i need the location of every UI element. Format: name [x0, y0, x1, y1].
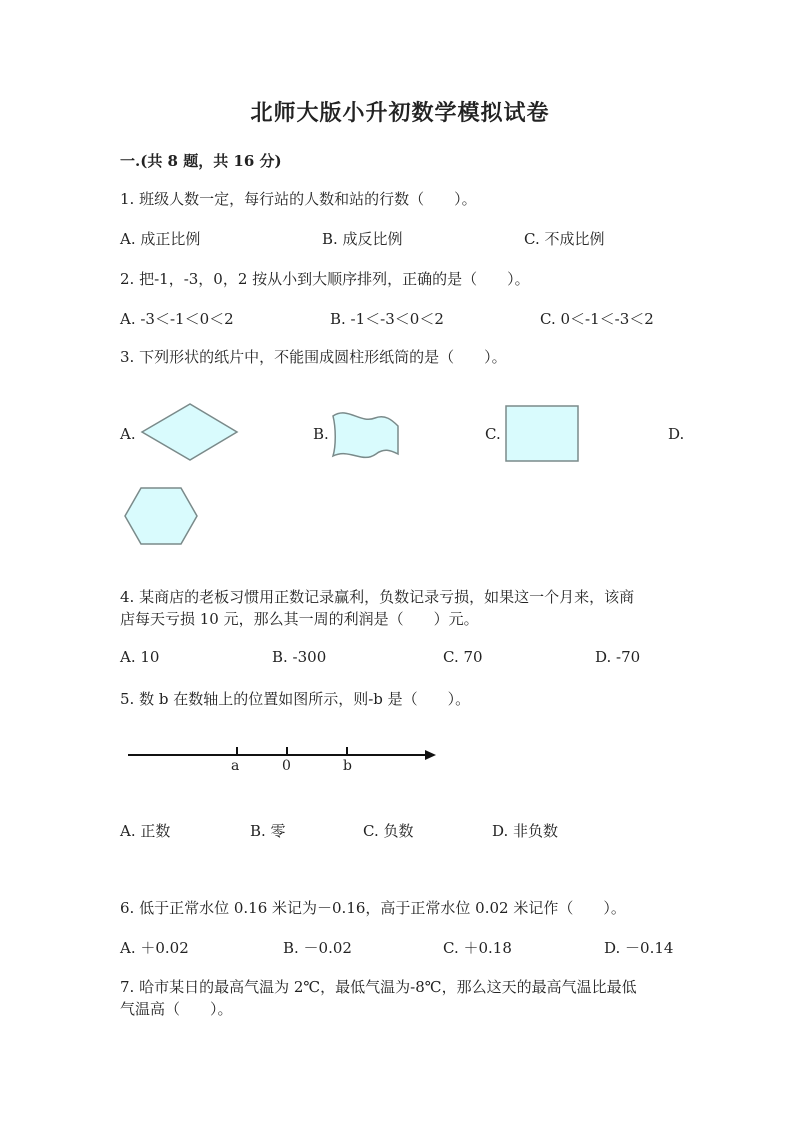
question-4-line-1: 4. 某商店的老板习惯用正数记录赢利，负数记录亏损，如果这一个月来，该商 — [120, 588, 635, 606]
question-3: 3. 下列形状的纸片中，不能围成圆柱形纸筒的是（ ）。 — [120, 348, 507, 366]
q5-option-b: B. 零 — [250, 822, 286, 840]
q2-option-a: A. -3＜-1＜0＜2 — [120, 310, 234, 328]
page-title: 北师大版小升初数学模拟试卷 — [250, 100, 550, 126]
q6-option-b: B. －0.02 — [283, 939, 352, 957]
section-heading: 一.(共 8 题，共 16 分) — [120, 152, 282, 170]
q3-option-a: A. — [120, 425, 136, 443]
q6-option-a: A. ＋0.02 — [120, 939, 189, 957]
axis-label-zero: 0 — [282, 758, 291, 774]
q1-option-c: C. 不成比例 — [524, 230, 605, 248]
question-7-line-1: 7. 哈市某日的最高气温为 2℃，最低气温为-8℃，那么这天的最高气温比最低 — [120, 978, 637, 996]
question-7-line-2: 气温高（ ）。 — [120, 1000, 233, 1018]
q3-option-b: B. — [313, 425, 329, 443]
q5-option-d: D. 非负数 — [492, 822, 559, 840]
axis-label-a: a — [231, 758, 240, 774]
rectangle-shape — [505, 405, 580, 463]
wavy-rectangle-shape — [330, 410, 402, 466]
q2-option-c: C. 0＜-1＜-3＜2 — [540, 310, 654, 328]
q1-option-a: A. 成正比例 — [120, 230, 201, 248]
q4-option-a: A. 10 — [120, 648, 160, 666]
hexagon-shape — [123, 486, 199, 546]
q5-option-a: A. 正数 — [120, 822, 171, 840]
question-2: 2. 把-1，-3，0，2 按从小到大顺序排列，正确的是（ ）。 — [120, 270, 530, 288]
q4-option-b: B. -300 — [272, 648, 327, 666]
question-1: 1. 班级人数一定，每行站的人数和站的行数（ ）。 — [120, 190, 477, 208]
q2-option-b: B. -1＜-3＜0＜2 — [330, 310, 444, 328]
q3-option-c: C. — [485, 425, 501, 443]
q4-option-d: D. -70 — [595, 648, 641, 666]
q1-option-b: B. 成反比例 — [322, 230, 403, 248]
q3-option-d: D. — [668, 425, 685, 443]
question-5: 5. 数 b 在数轴上的位置如图所示，则-b 是（ ）。 — [120, 690, 471, 708]
q5-option-c: C. 负数 — [363, 822, 414, 840]
axis-label-b: b — [343, 758, 352, 774]
rhombus-shape — [140, 402, 240, 462]
question-4-line-2: 店每天亏损 10 元，那么其一周的利润是（ ）元。 — [120, 610, 479, 628]
q6-option-c: C. ＋0.18 — [443, 939, 512, 957]
question-6: 6. 低于正常水位 0.16 米记为－0.16，高于正常水位 0.02 米记作（ ）。 — [120, 899, 626, 917]
q6-option-d: D. －0.14 — [604, 939, 674, 957]
q4-option-c: C. 70 — [443, 648, 483, 666]
